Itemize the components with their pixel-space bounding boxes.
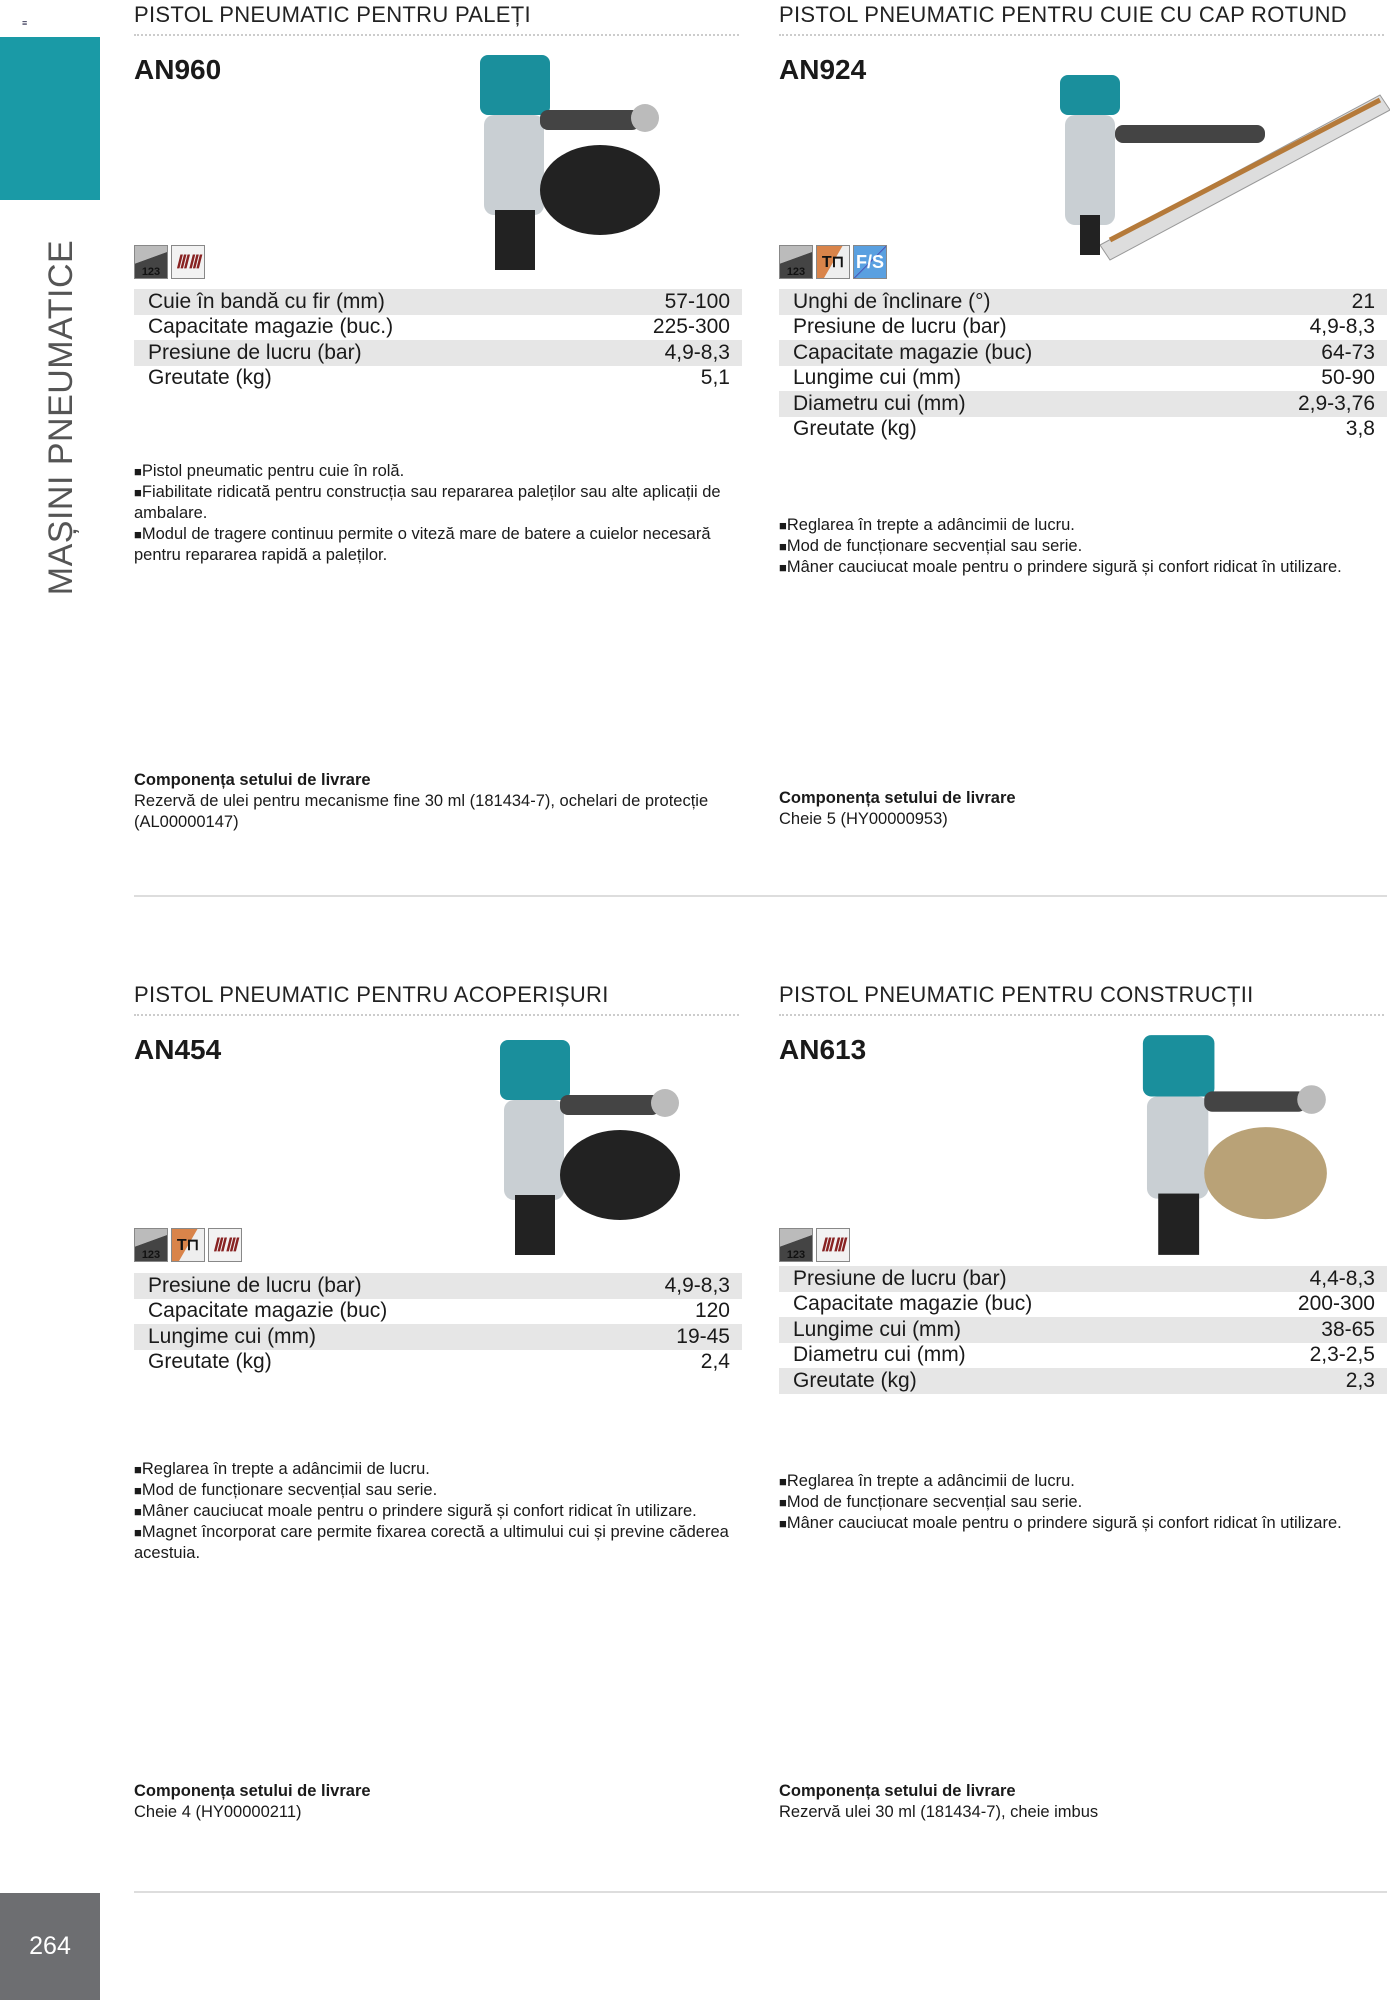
product-model: AN924 — [779, 54, 867, 85]
spec-value: 64-73 — [1321, 340, 1375, 364]
spec-table — [134, 289, 742, 391]
spec-row — [779, 366, 1387, 392]
feature-item: ■ Mod de funcționare secvențial sau serie. — [134, 1480, 744, 1501]
spec-row — [134, 1350, 742, 1376]
product-image — [1060, 55, 1390, 265]
depth-adjust-icon: 123 — [134, 1228, 168, 1262]
feature-list — [134, 461, 744, 566]
feature-list — [779, 515, 1389, 578]
product-category-title: PISTOL PNEUMATIC PENTRU PALEȚI — [134, 2, 531, 27]
spec-row — [134, 1273, 742, 1299]
feature-item: ■ Magnet încorporat care permite fixarea corectă a ultimului cui și previne căderea acestuia. — [134, 1522, 744, 1564]
spec-value: 2,4 — [700, 1350, 730, 1374]
spec-value: 21 — [1351, 289, 1375, 313]
spec-value: 4,4-8,3 — [1309, 1266, 1375, 1290]
product-model: AN454 — [134, 1034, 222, 1065]
feature-icons — [779, 245, 887, 279]
feature-item: ■ Mâner cauciucat moale pentru o prindere sigură și confort ridicat în utilizare. — [779, 557, 1389, 578]
spec-label: Lungime cui (mm) — [148, 1324, 317, 1348]
feature-item: ■ Reglarea în trepte a adâncimii de lucru. — [134, 1459, 744, 1480]
dotted-rule — [134, 34, 739, 36]
dotted-rule — [134, 1014, 739, 1016]
spec-row — [134, 340, 742, 366]
spec-row — [779, 417, 1387, 443]
feature-item: ■ Mâner cauciucat moale pentru o prindere sigură și confort ridicat în utilizare. — [779, 1513, 1389, 1534]
product-model: AN613 — [779, 1034, 867, 1065]
product-category-title: PISTOL PNEUMATIC PENTRU CONSTRUCȚII — [779, 982, 1254, 1007]
feature-icons — [134, 1228, 242, 1262]
color-mark: ≡ — [22, 18, 28, 28]
nail-head-icon: T⊓ — [171, 1228, 205, 1262]
depth-adjust-icon: 123 — [779, 245, 813, 279]
feature-item: ■ Modul de tragere continuu permite o viteză mare de batere a cuielor necesară pentru repararea rapidă a paleților. — [134, 524, 744, 566]
delivery-label: Componența setului de livrare — [134, 771, 371, 789]
spec-value: 4,9-8,3 — [664, 340, 730, 364]
spec-row — [134, 289, 742, 315]
feature-icons — [779, 1228, 850, 1262]
depth-adjust-icon: 123 — [134, 245, 168, 279]
spec-row — [779, 340, 1387, 366]
divider — [134, 895, 1387, 897]
spec-label: Capacitate magazie (buc.) — [148, 315, 394, 339]
fire-mode-icon: F/S — [853, 245, 887, 279]
feature-item: ■ Reglarea în trepte a adâncimii de lucru. — [779, 515, 1389, 536]
product-category-title: PISTOL PNEUMATIC PENTRU ACOPERIȘURI — [134, 982, 609, 1007]
feature-item: ■ Mâner cauciucat moale pentru o prindere sigură și confort ridicat în utilizare. — [134, 1501, 744, 1522]
spec-row — [779, 1266, 1387, 1292]
spec-row — [779, 1343, 1387, 1369]
delivery-contents: Cheie 4 (HY00000211) — [134, 1803, 302, 1821]
delivery-label: Componența setului de livrare — [779, 1782, 1016, 1800]
feature-icons — [134, 245, 205, 279]
feature-item: ■ Mod de funcționare secvențial sau serie. — [779, 1492, 1389, 1513]
product-category-title: PISTOL PNEUMATIC PENTRU CUIE CU CAP ROTUND — [779, 2, 1347, 27]
spec-label: Unghi de înclinare (°) — [793, 289, 991, 313]
delivery-label: Componența setului de livrare — [779, 789, 1016, 807]
feature-item: ■ Fiabilitate ridicată pentru construcția sau repararea paleților sau alte aplicații de ambalare. — [134, 482, 744, 524]
dotted-rule — [779, 1014, 1384, 1016]
spec-row — [779, 289, 1387, 315]
divider — [134, 1891, 1387, 1893]
coil-nail-icon: ⅢⅢ — [816, 1228, 850, 1262]
spec-row — [134, 1324, 742, 1350]
spec-value: 225-300 — [652, 315, 730, 339]
spec-row — [134, 1299, 742, 1325]
spec-value: 38-65 — [1321, 1317, 1375, 1341]
spec-label: Presiune de lucru (bar) — [793, 1266, 1007, 1290]
spec-value: 120 — [694, 1299, 730, 1323]
product-model: AN960 — [134, 54, 222, 85]
delivery-contents: Rezervă de ulei pentru mecanisme fine 30 ml (181434-7), ochelari de protecție (AL00000147) — [134, 792, 709, 831]
spec-table — [779, 1266, 1387, 1394]
spec-value: 5,1 — [700, 366, 730, 390]
page-number-text: 264 — [29, 1932, 71, 1960]
spec-label: Greutate (kg) — [148, 1350, 272, 1374]
feature-item: ■ Reglarea în trepte a adâncimii de lucru. — [779, 1471, 1389, 1492]
depth-adjust-icon: 123 — [779, 1228, 813, 1262]
spec-row — [134, 366, 742, 392]
spec-value: 200-300 — [1297, 1292, 1375, 1316]
spec-value: 3,8 — [1345, 417, 1375, 441]
product-image — [470, 50, 680, 275]
spec-label: Diametru cui (mm) — [793, 391, 966, 415]
spec-label: Presiune de lucru (bar) — [148, 340, 362, 364]
section-label-text: MAȘINI PNEUMATICE — [42, 239, 81, 596]
delivery-set — [134, 1781, 734, 1823]
delivery-contents: Rezervă ulei 30 ml (181434-7), cheie imbus — [779, 1803, 1099, 1821]
delivery-set — [779, 788, 1379, 830]
spec-value: 2,3-2,5 — [1309, 1343, 1375, 1367]
feature-item: ■ Pistol pneumatic pentru cuie în rolă. — [134, 461, 744, 482]
spec-value: 2,9-3,76 — [1297, 391, 1375, 415]
spec-row — [779, 315, 1387, 341]
spec-table — [779, 289, 1387, 442]
spec-row — [779, 1317, 1387, 1343]
nail-head-icon: T⊓ — [816, 245, 850, 279]
spec-label: Capacitate magazie (buc) — [148, 1299, 388, 1323]
coil-nail-icon: ⅢⅢ — [171, 245, 205, 279]
dotted-rule — [779, 34, 1384, 36]
spec-value: 57-100 — [664, 289, 730, 313]
spec-label: Capacitate magazie (buc) — [793, 340, 1033, 364]
feature-list — [134, 1459, 744, 1564]
spec-value: 50-90 — [1321, 366, 1375, 390]
spec-label: Greutate (kg) — [793, 1368, 917, 1392]
spec-label: Lungime cui (mm) — [793, 366, 962, 390]
product-image — [490, 1035, 700, 1260]
spec-value: 4,9-8,3 — [664, 1273, 730, 1297]
delivery-contents: Cheie 5 (HY00000953) — [779, 810, 948, 828]
spec-label: Lungime cui (mm) — [793, 1317, 962, 1341]
spec-value: 4,9-8,3 — [1309, 315, 1375, 339]
spec-label: Cuie în bandă cu fir (mm) — [148, 289, 385, 313]
delivery-set — [134, 770, 734, 833]
spec-table — [134, 1273, 742, 1375]
spec-row — [779, 1368, 1387, 1394]
product-image — [1130, 1030, 1350, 1260]
feature-item: ■ Mod de funcționare secvențial sau serie. — [779, 536, 1389, 557]
spec-row — [779, 391, 1387, 417]
spec-label: Presiune de lucru (bar) — [793, 315, 1007, 339]
spec-value: 19-45 — [676, 1324, 730, 1348]
spec-label: Capacitate magazie (buc) — [793, 1292, 1033, 1316]
spec-row — [779, 1292, 1387, 1318]
feature-list — [779, 1471, 1389, 1534]
spec-row — [134, 315, 742, 341]
coil-nail-icon: ⅢⅢ — [208, 1228, 242, 1262]
section-color-tab — [0, 37, 100, 200]
delivery-set — [779, 1781, 1379, 1823]
delivery-label: Componența setului de livrare — [134, 1782, 371, 1800]
spec-value: 2,3 — [1345, 1368, 1375, 1392]
spec-label: Greutate (kg) — [148, 366, 272, 390]
page-number — [0, 1893, 100, 2000]
section-label — [40, 240, 84, 595]
spec-label: Greutate (kg) — [793, 417, 917, 441]
spec-label: Diametru cui (mm) — [793, 1343, 966, 1367]
spec-label: Presiune de lucru (bar) — [148, 1273, 362, 1297]
